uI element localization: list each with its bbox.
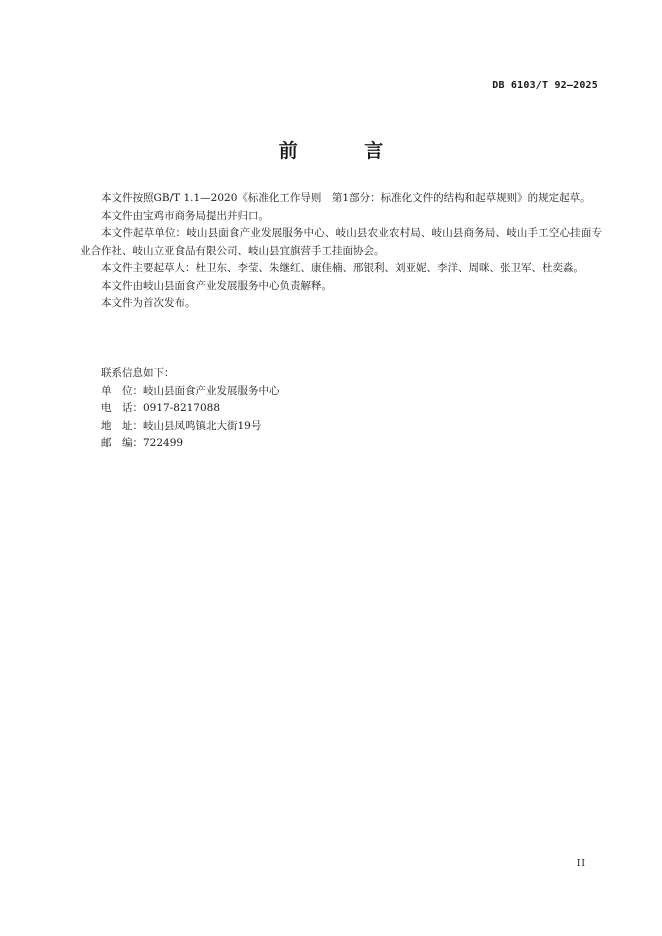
contact-phone: 电 话：0917-8217088 — [101, 402, 221, 414]
paragraph-interpretation: 本文件由岐山县面食产业发展服务中心负责解释。 — [101, 279, 332, 292]
paragraph-drafters: 本文件主要起草人：杜卫东、李莹、朱继红、康佳楠、邢银利、刘亚妮、李洋、周咪、张卫军、杜奕淼。 — [101, 262, 584, 274]
contact-unit: 单 位：岐山县面食产业发展服务中心 — [101, 384, 280, 397]
paragraph-drafting-units: 本文件起草单位：岐山县面食产业发展服务中心、岐山县农业农村局、岐山县商务局、岐山手工空心挂面专业合作社、岐山立亚食品有限公司、岐山县宜旗营手工挂面协会。 — [80, 227, 602, 257]
contact-heading: 联系信息如下： — [101, 367, 175, 379]
contact-info — [80, 365, 602, 453]
contact-address: 地 址：岐山县凤鸣镇北大街19号 — [101, 419, 262, 432]
contact-postcode: 邮 编：722499 — [101, 437, 184, 449]
page-title: 前 言 — [278, 140, 414, 162]
paragraph-drafting-rules: 本文件按照GB/T 1.1—2020《标准化工作导则 第1部分：标准化文件的结构和起草规则》的规定起草。 — [101, 192, 591, 204]
foreword-body — [80, 190, 602, 313]
page-number: II — [576, 859, 586, 869]
document-code: DB 6103/T 92—2025 — [492, 80, 598, 91]
paragraph-first-release: 本文件为首次发布。 — [101, 297, 196, 309]
paragraph-proposer: 本文件由宝鸡市商务局提出并归口。 — [101, 209, 269, 222]
